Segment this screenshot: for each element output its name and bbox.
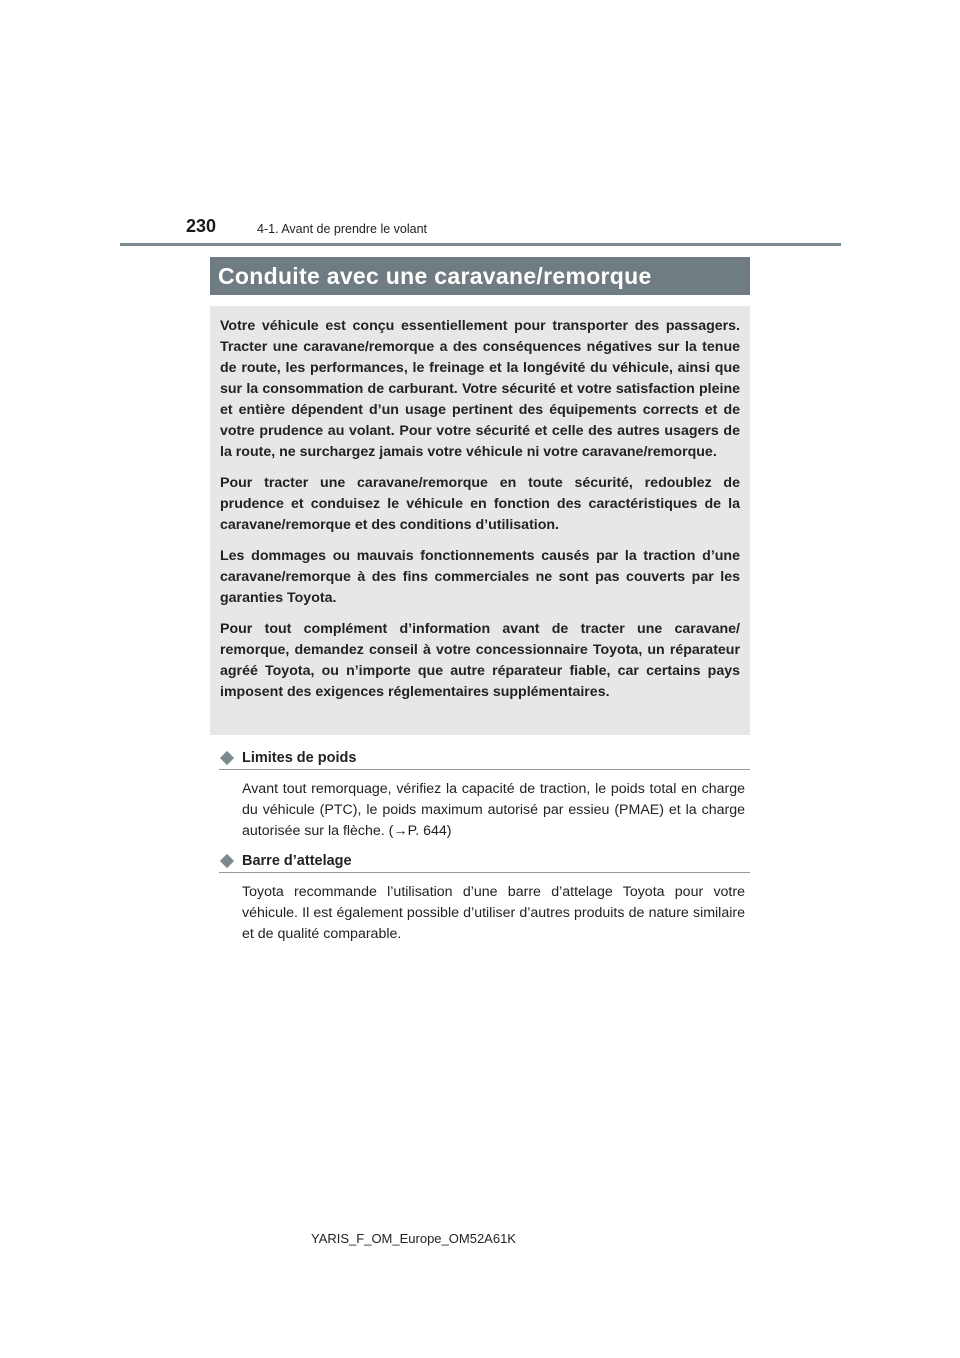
intro-paragraph: Votre véhicule est conçu essentiellement pour transporter des passagers. Tracter une caravane/remorque a des conséquences négatives sur la tenue de route, les performances, le freinage et la longévité du véhicule, ainsi que sur la consommation de carburant. Votre sécurité et votre satisfaction pleine et entière dépendent d’un usage pertinent des équipements corrects et de votre prudence au volant. Pour votre sécurité et celle des autres usagers de la route, ne surchargez jamais votre véhicule ni votre caravane/remorque. — [220, 318, 740, 460]
section-heading-label: Limites de poids — [242, 750, 357, 766]
intro-paragraph: Pour tracter une caravane/remorque en toute sécurité, redoublez de prudence et conduisez le véhicule en fonction des caractéristiques de la caravane/remorque et des conditions d’utilisation. — [220, 475, 740, 533]
section-body-tow-bar: Toyota recommande l’utilisation d’une barre d’attelage Toyota pour votre véhicule. Il est également possible d’utiliser d’autres produits de nature similaire et de qualité comparable. — [242, 884, 745, 942]
header-rule — [120, 243, 841, 246]
intro-box — [210, 306, 750, 735]
intro-paragraph: Les dommages ou mauvais fonctionnements causés par la traction d’une caravane/remorque à des fins commerciales ne sont pas couverts par les garanties Toyota. — [220, 548, 740, 606]
footer-doc-code: YARIS_F_OM_Europe_OM52A61K — [311, 1231, 516, 1246]
diamond-icon — [220, 751, 234, 765]
page-number: 230 — [186, 216, 217, 236]
diamond-icon — [220, 854, 234, 868]
intro-paragraph: Pour tout complément d’information avant de tracter une caravane/ remorque, demandez conseil à votre concessionnaire Toyota, un réparateur agréé Toyota, ou n’importe que autre réparateur fiable, car certains pays imposent des exigences réglementaires supplémentaires. — [220, 621, 740, 700]
page-title: Conduite avec une caravane/remorque — [210, 257, 750, 295]
section-heading-tow-bar — [219, 853, 750, 873]
section-body-weight-limits: Avant tout remorquage, vérifiez la capacité de traction, le poids total en charge du véhicule (PTC), le poids maximum autorisé par essieu (PMAE) et la charge autorisée sur la flèche. (→P. 644) — [242, 781, 745, 839]
chapter-heading: 4-1. Avant de prendre le volant — [257, 222, 428, 236]
section-heading-label: Barre d’attelage — [242, 853, 352, 869]
section-heading-weight-limits — [219, 750, 750, 770]
